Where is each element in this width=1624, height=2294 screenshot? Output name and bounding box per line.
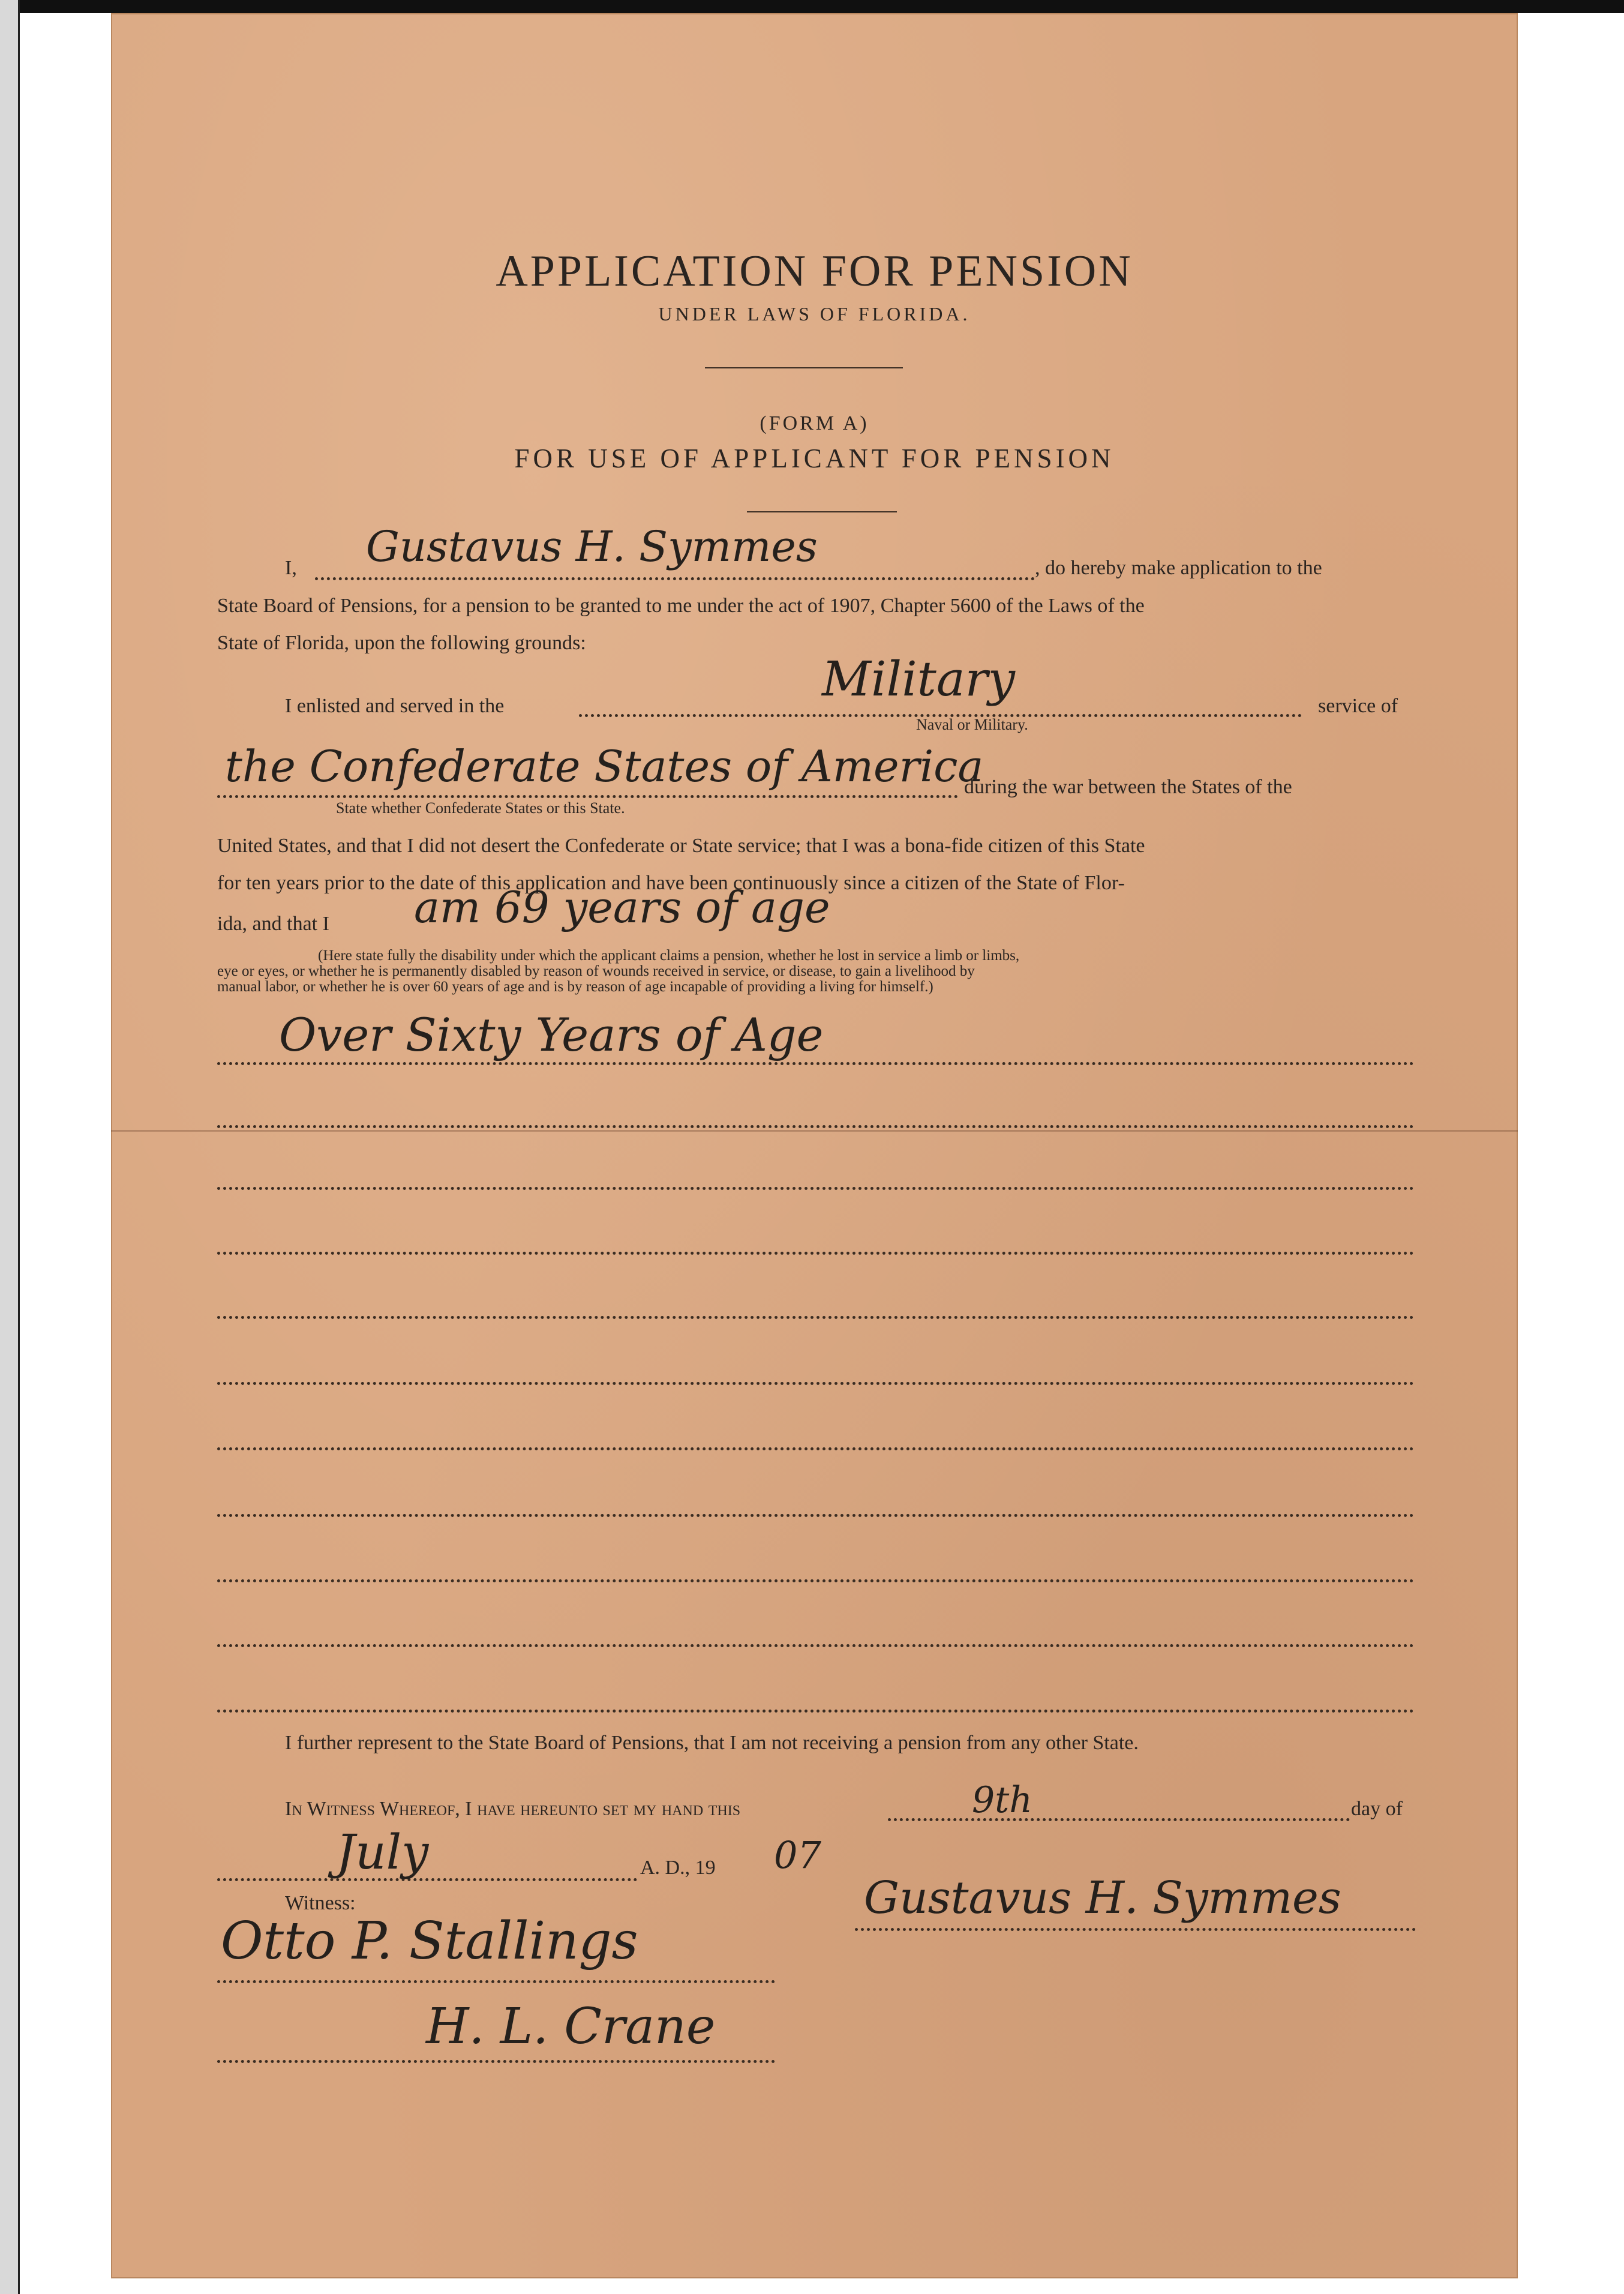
day-field-line bbox=[888, 1818, 1350, 1821]
state-hint: State whether Confederate States or this State. bbox=[336, 799, 625, 817]
state-field-line bbox=[217, 795, 958, 798]
blank-line bbox=[217, 1187, 1414, 1190]
service-line-b: for ten years prior to the date of this application and have been continuously since a citizen of the State of Flor- bbox=[217, 872, 1125, 894]
intro-suffix: , do hereby make application to the bbox=[1035, 557, 1322, 579]
form-label: (FORM A) bbox=[760, 412, 869, 434]
blank-line bbox=[217, 1382, 1414, 1385]
intro-line-3: State of Florida, upon the following grounds: bbox=[217, 632, 586, 654]
disability-instruction-2: eye or eyes, or whether he is permanently disabled by reason of wounds received in service, or disease, to gain a livelihood by bbox=[217, 963, 975, 979]
disability-instruction-3: manual labor, or whether he is over 60 years of age and is by reason of age incapable of providing a living for himself.) bbox=[217, 979, 933, 995]
intro-line-2: State Board of Pensions, for a pension to be granted to me under the act of 1907, Chapter 5600 of the Laws of the bbox=[217, 595, 1145, 617]
blank-line bbox=[217, 1579, 1414, 1582]
name-field-line bbox=[315, 577, 1035, 580]
applicant-signature: Gustavus H. Symmes bbox=[864, 1872, 1341, 1924]
intro-prefix: I, bbox=[285, 557, 297, 579]
witness-label: Witness: bbox=[285, 1892, 356, 1914]
month-handwritten: July bbox=[336, 1824, 429, 1880]
witness-1-line bbox=[217, 1980, 775, 1983]
year-handwritten: 07 bbox=[774, 1833, 821, 1877]
age-handwritten: am 69 years of age bbox=[414, 882, 830, 932]
day-of-label: day of bbox=[1351, 1798, 1403, 1820]
left-border bbox=[0, 0, 20, 2294]
blank-line bbox=[217, 1062, 1414, 1065]
witness-2-signature: H. L. Crane bbox=[426, 1998, 716, 2055]
applicant-name-handwritten: Gustavus H. Symmes bbox=[366, 522, 818, 571]
disability-statement-handwritten: Over Sixty Years of Age bbox=[279, 1008, 824, 1061]
branch-hint: Naval or Military. bbox=[916, 716, 1028, 733]
fold-crease bbox=[111, 1130, 1518, 1132]
blank-line bbox=[217, 1125, 1414, 1128]
witness-1-signature: Otto P. Stallings bbox=[221, 1911, 638, 1971]
day-handwritten: 9th bbox=[972, 1779, 1032, 1821]
top-border bbox=[0, 0, 1624, 13]
branch-handwritten: Military bbox=[822, 651, 1015, 707]
blank-line bbox=[217, 1644, 1414, 1647]
applicant-signature-line bbox=[855, 1928, 1416, 1931]
state-handwritten: the Confederate States of America bbox=[225, 741, 984, 791]
service-prefix: I enlisted and served in the bbox=[285, 695, 505, 717]
page-subtitle: UNDER LAWS OF FLORIDA. bbox=[658, 303, 971, 325]
page-title: APPLICATION FOR PENSION bbox=[496, 247, 1133, 296]
disability-instruction-1: (Here state fully the disability under which the applicant claims a pension, whether he lost in service a limb or limbs, bbox=[318, 947, 1020, 964]
witness-whereof: In Witness Whereof, I have hereunto set my hand this bbox=[285, 1798, 741, 1820]
state-suffix: during the war between the States of the bbox=[964, 776, 1292, 798]
form-purpose: FOR USE OF APPLICANT FOR PENSION bbox=[514, 443, 1115, 473]
divider bbox=[705, 367, 903, 368]
blank-line bbox=[217, 1710, 1414, 1713]
witness-2-line bbox=[217, 2060, 775, 2063]
blank-line bbox=[217, 1514, 1414, 1517]
blank-line bbox=[217, 1252, 1414, 1255]
service-suffix: service of bbox=[1318, 695, 1398, 717]
age-prefix: ida, and that I bbox=[217, 913, 329, 935]
divider bbox=[747, 511, 897, 512]
blank-line bbox=[217, 1316, 1414, 1319]
blank-line bbox=[217, 1447, 1414, 1450]
further-statement: I further represent to the State Board of Pensions, that I am not receiving a pension from any other State. bbox=[285, 1732, 1139, 1754]
service-line-a: United States, and that I did not desert the Confederate or State service; that I was a bona-fide citizen of this State bbox=[217, 835, 1145, 857]
ad-label: A. D., 19 bbox=[640, 1857, 716, 1879]
